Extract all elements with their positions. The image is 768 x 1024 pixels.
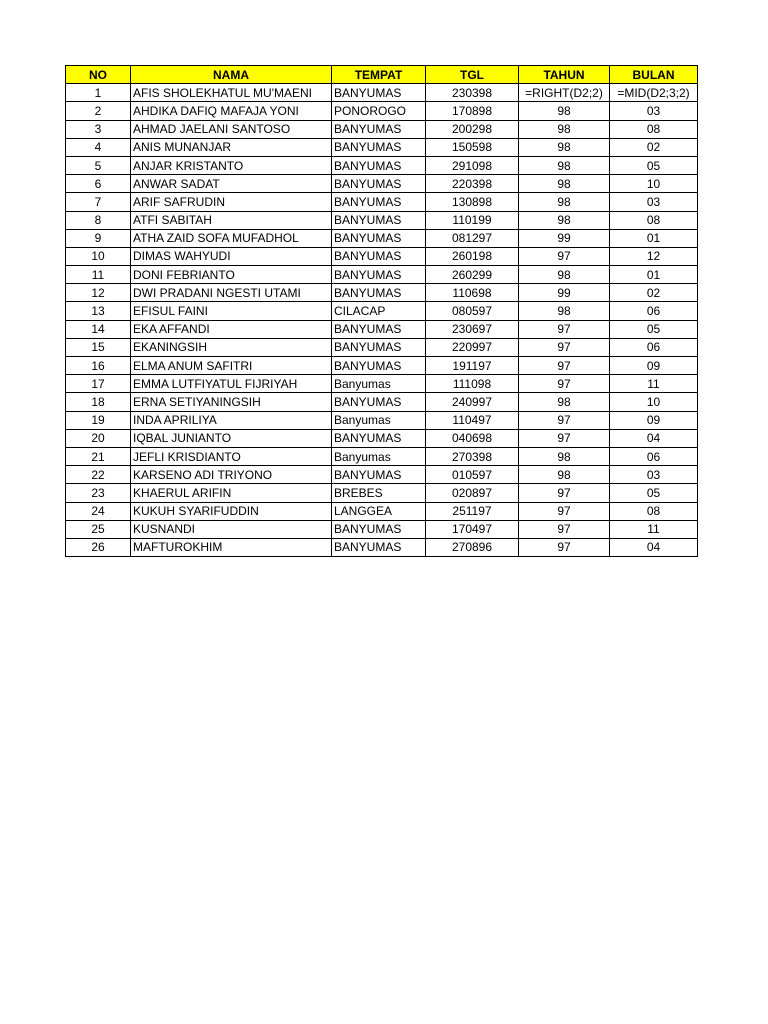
cell-bulan[interactable]: 01 xyxy=(610,266,698,284)
cell-no[interactable]: 10 xyxy=(66,247,131,265)
cell-no[interactable]: 4 xyxy=(66,138,131,156)
cell-nama[interactable]: ERNA SETIYANINGSIH xyxy=(131,393,332,411)
cell-nama[interactable]: ATFI SABITAH xyxy=(131,211,332,229)
cell-tempat[interactable]: BANYUMAS xyxy=(332,357,426,375)
cell-bulan[interactable]: 05 xyxy=(610,156,698,174)
cell-tgl[interactable]: 080597 xyxy=(426,302,519,320)
cell-tgl[interactable]: 081297 xyxy=(426,229,519,247)
table-row xyxy=(66,284,698,302)
cell-no[interactable]: 25 xyxy=(66,520,131,538)
cell-no[interactable]: 5 xyxy=(66,156,131,174)
cell-no[interactable]: 24 xyxy=(66,502,131,520)
header-tempat[interactable]: TEMPAT xyxy=(332,66,426,84)
table-row xyxy=(66,447,698,465)
header-nama[interactable]: NAMA xyxy=(131,66,332,84)
cell-nama[interactable]: DWI PRADANI NGESTI UTAMI xyxy=(131,284,332,302)
cell-nama[interactable]: EMMA LUTFIYATUL FIJRIYAH xyxy=(131,375,332,393)
cell-nama[interactable]: KHAERUL ARIFIN xyxy=(131,484,332,502)
cell-tempat[interactable]: Banyumas xyxy=(332,447,426,465)
cell-no[interactable]: 23 xyxy=(66,484,131,502)
table-row xyxy=(66,211,698,229)
cell-tgl[interactable]: 260198 xyxy=(426,247,519,265)
table-row xyxy=(66,357,698,375)
cell-tahun[interactable]: 99 xyxy=(519,229,610,247)
cell-nama[interactable]: ANJAR KRISTANTO xyxy=(131,156,332,174)
cell-tgl[interactable]: 170898 xyxy=(426,102,519,120)
cell-bulan[interactable]: 12 xyxy=(610,247,698,265)
cell-tempat[interactable]: BANYUMAS xyxy=(332,120,426,138)
cell-tahun[interactable]: =RIGHT(D2;2) xyxy=(519,84,610,102)
cell-no[interactable]: 18 xyxy=(66,393,131,411)
cell-no[interactable]: 8 xyxy=(66,211,131,229)
cell-bulan[interactable]: 05 xyxy=(610,484,698,502)
cell-nama[interactable]: AHDIKA DAFIQ MAFAJA YONI xyxy=(131,102,332,120)
table-row xyxy=(66,320,698,338)
cell-tgl[interactable]: 110698 xyxy=(426,284,519,302)
cell-tempat[interactable]: BANYUMAS xyxy=(332,193,426,211)
cell-nama[interactable]: DIMAS WAHYUDI xyxy=(131,247,332,265)
cell-no[interactable]: 7 xyxy=(66,193,131,211)
cell-nama[interactable]: AFIS SHOLEKHATUL MU'MAENI xyxy=(131,84,332,102)
cell-tahun[interactable]: 97 xyxy=(519,357,610,375)
cell-tgl[interactable]: 111098 xyxy=(426,375,519,393)
cell-bulan[interactable]: 08 xyxy=(610,502,698,520)
cell-tgl[interactable]: 110199 xyxy=(426,211,519,229)
cell-tempat[interactable]: LANGGEA xyxy=(332,502,426,520)
table-row xyxy=(66,338,698,356)
cell-nama[interactable]: EKA AFFANDI xyxy=(131,320,332,338)
cell-tempat[interactable]: BANYUMAS xyxy=(332,320,426,338)
cell-no[interactable]: 26 xyxy=(66,538,131,556)
table-row xyxy=(66,484,698,502)
cell-tgl[interactable]: 200298 xyxy=(426,120,519,138)
cell-bulan[interactable]: 06 xyxy=(610,338,698,356)
cell-no[interactable]: 15 xyxy=(66,338,131,356)
cell-nama[interactable]: MAFTUROKHIM xyxy=(131,538,332,556)
table-row xyxy=(66,302,698,320)
cell-bulan[interactable]: 06 xyxy=(610,447,698,465)
table-row xyxy=(66,393,698,411)
cell-tahun[interactable]: 97 xyxy=(519,484,610,502)
cell-tahun[interactable]: 98 xyxy=(519,138,610,156)
header-row xyxy=(66,66,698,84)
cell-tempat[interactable]: BANYUMAS xyxy=(332,393,426,411)
table-row xyxy=(66,175,698,193)
cell-tgl[interactable]: 130898 xyxy=(426,193,519,211)
cell-bulan[interactable]: 11 xyxy=(610,375,698,393)
header-bulan[interactable]: BULAN xyxy=(610,66,698,84)
table-row xyxy=(66,502,698,520)
cell-nama[interactable]: KARSENO ADI TRIYONO xyxy=(131,466,332,484)
cell-tempat[interactable]: BANYUMAS xyxy=(332,247,426,265)
cell-tempat[interactable]: BANYUMAS xyxy=(332,84,426,102)
cell-nama[interactable]: IQBAL JUNIANTO xyxy=(131,429,332,447)
cell-tahun[interactable]: 97 xyxy=(519,429,610,447)
cell-bulan[interactable]: 02 xyxy=(610,138,698,156)
cell-tempat[interactable]: Banyumas xyxy=(332,411,426,429)
cell-bulan[interactable]: 03 xyxy=(610,102,698,120)
cell-no[interactable]: 22 xyxy=(66,466,131,484)
cell-nama[interactable]: EKANINGSIH xyxy=(131,338,332,356)
table-row xyxy=(66,84,698,102)
cell-nama[interactable]: DONI FEBRIANTO xyxy=(131,266,332,284)
table-row xyxy=(66,429,698,447)
cell-nama[interactable]: ELMA ANUM SAFITRI xyxy=(131,357,332,375)
cell-bulan[interactable]: 04 xyxy=(610,429,698,447)
cell-tgl[interactable]: 230697 xyxy=(426,320,519,338)
cell-nama[interactable]: KUSNANDI xyxy=(131,520,332,538)
cell-bulan[interactable]: 08 xyxy=(610,120,698,138)
table-row xyxy=(66,193,698,211)
cell-no[interactable]: 14 xyxy=(66,320,131,338)
cell-nama[interactable]: ARIF SAFRUDIN xyxy=(131,193,332,211)
cell-nama[interactable]: AHMAD JAELANI SANTOSO xyxy=(131,120,332,138)
cell-tgl[interactable]: 251197 xyxy=(426,502,519,520)
cell-bulan[interactable]: 09 xyxy=(610,357,698,375)
cell-tempat[interactable]: BANYUMAS xyxy=(332,229,426,247)
cell-tempat[interactable]: CILACAP xyxy=(332,302,426,320)
cell-no[interactable]: 9 xyxy=(66,229,131,247)
cell-tahun[interactable]: 97 xyxy=(519,411,610,429)
cell-tempat[interactable]: BANYUMAS xyxy=(332,156,426,174)
cell-tempat[interactable]: BANYUMAS xyxy=(332,538,426,556)
cell-nama[interactable]: EFISUL FAINI xyxy=(131,302,332,320)
cell-no[interactable]: 2 xyxy=(66,102,131,120)
cell-tgl[interactable]: 291098 xyxy=(426,156,519,174)
cell-bulan[interactable]: 06 xyxy=(610,302,698,320)
table-row xyxy=(66,411,698,429)
cell-no[interactable]: 13 xyxy=(66,302,131,320)
cell-no[interactable]: 19 xyxy=(66,411,131,429)
cell-nama[interactable]: JEFLI KRISDIANTO xyxy=(131,447,332,465)
cell-tgl[interactable]: 150598 xyxy=(426,138,519,156)
cell-no[interactable]: 11 xyxy=(66,266,131,284)
header-no[interactable]: NO xyxy=(66,66,131,84)
table-body xyxy=(66,84,698,557)
cell-tahun[interactable]: 98 xyxy=(519,393,610,411)
cell-tgl[interactable]: 191197 xyxy=(426,357,519,375)
cell-tahun[interactable]: 97 xyxy=(519,520,610,538)
table-row xyxy=(66,520,698,538)
cell-tempat[interactable]: BANYUMAS xyxy=(332,175,426,193)
cell-nama[interactable]: KUKUH SYARIFUDDIN xyxy=(131,502,332,520)
cell-tahun[interactable]: 98 xyxy=(519,302,610,320)
cell-no[interactable]: 17 xyxy=(66,375,131,393)
cell-tgl[interactable]: 230398 xyxy=(426,84,519,102)
cell-tahun[interactable]: 97 xyxy=(519,538,610,556)
cell-no[interactable]: 1 xyxy=(66,84,131,102)
cell-tgl[interactable]: 220398 xyxy=(426,175,519,193)
cell-tahun[interactable]: 98 xyxy=(519,211,610,229)
student-data-table xyxy=(65,65,698,557)
table-row xyxy=(66,266,698,284)
cell-no[interactable]: 21 xyxy=(66,447,131,465)
cell-tempat[interactable]: BANYUMAS xyxy=(332,466,426,484)
cell-bulan[interactable]: 09 xyxy=(610,411,698,429)
table-row xyxy=(66,247,698,265)
cell-bulan[interactable]: 01 xyxy=(610,229,698,247)
cell-tgl[interactable]: 020897 xyxy=(426,484,519,502)
cell-tempat[interactable]: Banyumas xyxy=(332,375,426,393)
cell-tempat[interactable]: BANYUMAS xyxy=(332,284,426,302)
header-tgl[interactable]: TGL xyxy=(426,66,519,84)
cell-tahun[interactable]: 99 xyxy=(519,284,610,302)
cell-nama[interactable]: ATHA ZAID SOFA MUFADHOL xyxy=(131,229,332,247)
cell-nama[interactable]: ANIS MUNANJAR xyxy=(131,138,332,156)
table-row xyxy=(66,229,698,247)
cell-tgl[interactable]: 270398 xyxy=(426,447,519,465)
cell-tahun[interactable]: 98 xyxy=(519,447,610,465)
cell-tahun[interactable]: 98 xyxy=(519,466,610,484)
cell-no[interactable]: 20 xyxy=(66,429,131,447)
table-row xyxy=(66,102,698,120)
cell-bulan[interactable]: 05 xyxy=(610,320,698,338)
cell-no[interactable]: 12 xyxy=(66,284,131,302)
cell-tahun[interactable]: 98 xyxy=(519,175,610,193)
cell-no[interactable]: 16 xyxy=(66,357,131,375)
cell-tempat[interactable]: BANYUMAS xyxy=(332,211,426,229)
cell-tempat[interactable]: PONOROGO xyxy=(332,102,426,120)
cell-bulan[interactable]: 08 xyxy=(610,211,698,229)
cell-tahun[interactable]: 98 xyxy=(519,266,610,284)
cell-no[interactable]: 3 xyxy=(66,120,131,138)
table-row xyxy=(66,156,698,174)
cell-no[interactable]: 6 xyxy=(66,175,131,193)
table-row xyxy=(66,375,698,393)
cell-tahun[interactable]: 98 xyxy=(519,193,610,211)
cell-tahun[interactable]: 98 xyxy=(519,120,610,138)
cell-tgl[interactable]: 220997 xyxy=(426,338,519,356)
cell-bulan[interactable]: 10 xyxy=(610,393,698,411)
table-row xyxy=(66,138,698,156)
cell-bulan[interactable]: 04 xyxy=(610,538,698,556)
cell-tgl[interactable]: 170497 xyxy=(426,520,519,538)
cell-tgl[interactable]: 270896 xyxy=(426,538,519,556)
cell-tahun[interactable]: 97 xyxy=(519,502,610,520)
cell-tgl[interactable]: 040698 xyxy=(426,429,519,447)
cell-tgl[interactable]: 240997 xyxy=(426,393,519,411)
cell-tahun[interactable]: 97 xyxy=(519,375,610,393)
table-row xyxy=(66,120,698,138)
cell-tahun[interactable]: 98 xyxy=(519,102,610,120)
cell-bulan[interactable]: 10 xyxy=(610,175,698,193)
cell-bulan[interactable]: 02 xyxy=(610,284,698,302)
cell-tahun[interactable]: 97 xyxy=(519,338,610,356)
cell-tempat[interactable]: BANYUMAS xyxy=(332,429,426,447)
cell-bulan[interactable]: 11 xyxy=(610,520,698,538)
cell-tempat[interactable]: BANYUMAS xyxy=(332,138,426,156)
header-tahun[interactable]: TAHUN xyxy=(519,66,610,84)
cell-bulan[interactable]: =MID(D2;3;2) xyxy=(610,84,698,102)
cell-tgl[interactable]: 110497 xyxy=(426,411,519,429)
cell-tgl[interactable]: 010597 xyxy=(426,466,519,484)
cell-tahun[interactable]: 97 xyxy=(519,320,610,338)
cell-tahun[interactable]: 98 xyxy=(519,156,610,174)
cell-tahun[interactable]: 97 xyxy=(519,247,610,265)
table-row xyxy=(66,466,698,484)
cell-bulan[interactable]: 03 xyxy=(610,466,698,484)
cell-tempat[interactable]: BANYUMAS xyxy=(332,266,426,284)
cell-tempat[interactable]: BANYUMAS xyxy=(332,338,426,356)
cell-nama[interactable]: INDA APRILIYA xyxy=(131,411,332,429)
cell-tgl[interactable]: 260299 xyxy=(426,266,519,284)
cell-nama[interactable]: ANWAR SADAT xyxy=(131,175,332,193)
cell-bulan[interactable]: 03 xyxy=(610,193,698,211)
table-row xyxy=(66,538,698,556)
cell-tempat[interactable]: BREBES xyxy=(332,484,426,502)
cell-tempat[interactable]: BANYUMAS xyxy=(332,520,426,538)
